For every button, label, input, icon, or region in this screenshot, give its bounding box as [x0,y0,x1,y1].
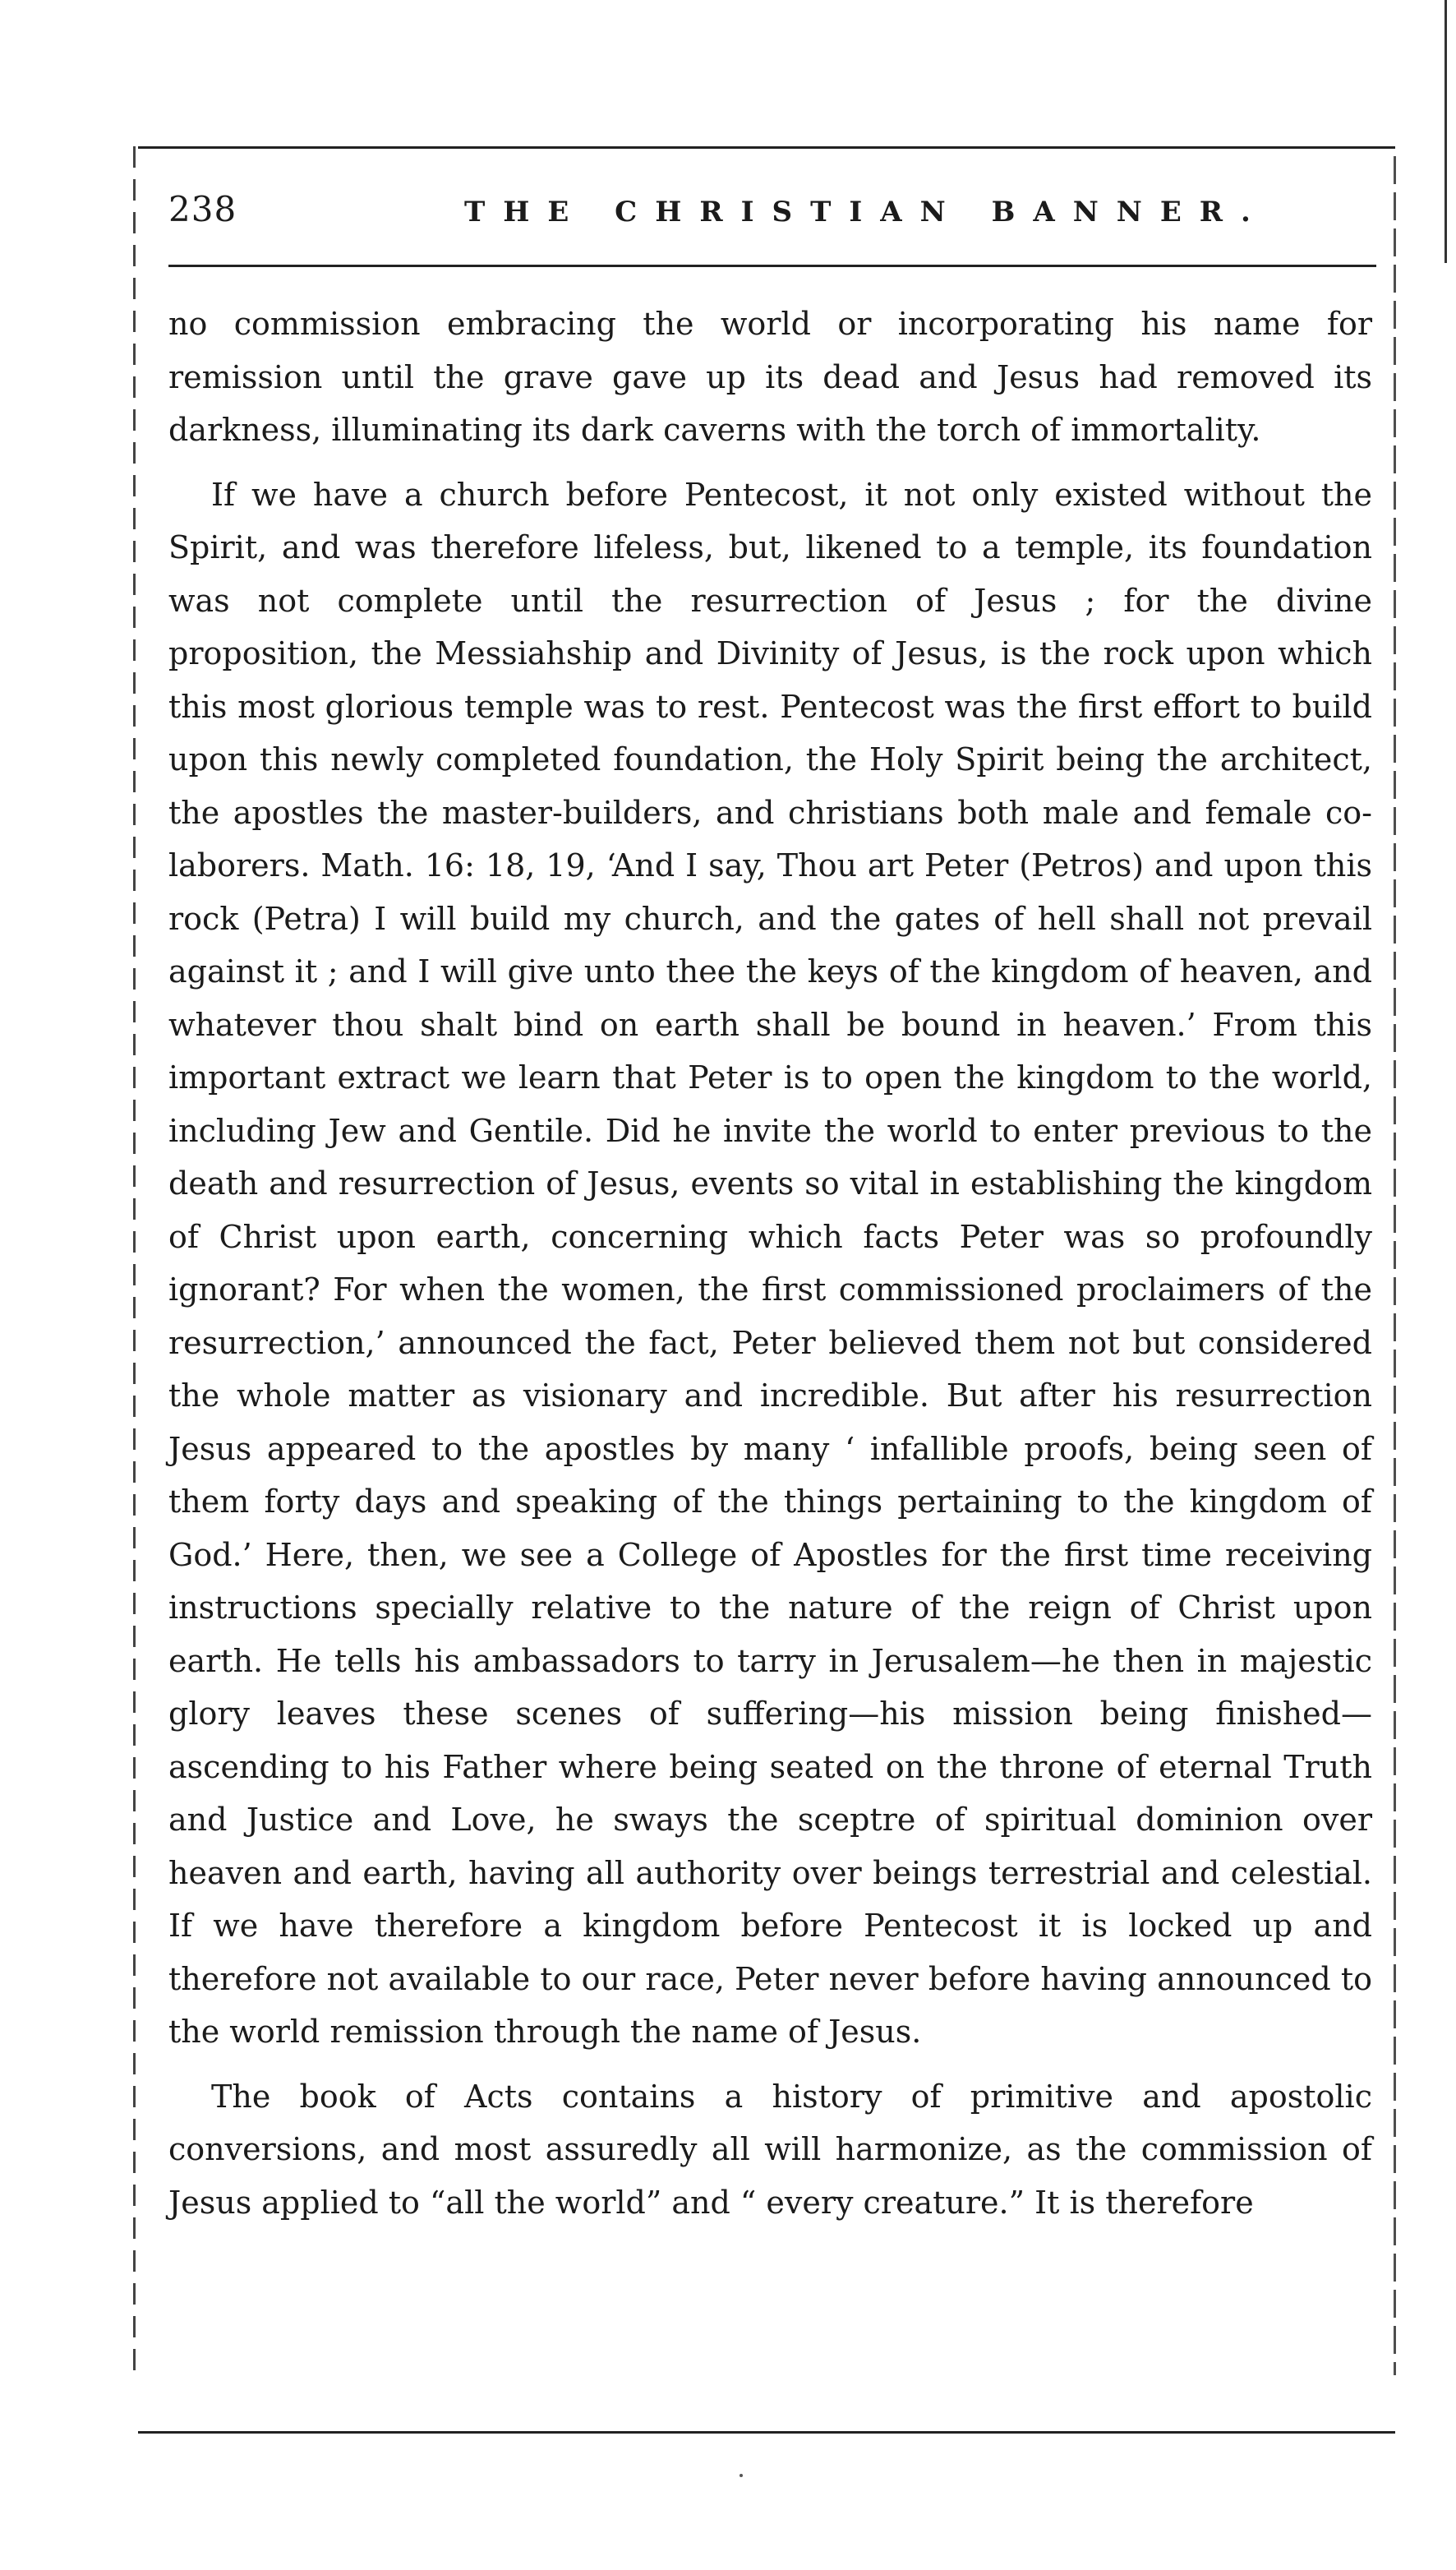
page-header [168,189,1376,238]
scan-edge-mark [1444,0,1447,263]
header-rule [168,265,1376,267]
top-border-rule [138,146,1395,149]
left-border-line [133,146,136,2382]
ink-speck [740,2474,743,2477]
bottom-border-rule [138,2431,1395,2434]
paragraph-church-before-pentecost: If we have a church before Pentecost, it not only existed without the Spirit, and was therefore lifeless, but, likened to a temple, its foundation was not complete until the resurrection of Jesus ; for the divine proposition, the Messiahship and Divinity of Jesus, is the rock upon which this most glorious temple was to rest. Pentecost was the first effort to build upon this newly completed foundation, the Holy Spirit being the architect, the apostles the master-builders, and christians both male and female co-laborers. Math. 16: 18, 19, ‘And I say, Thou art Peter (Petros) and upon this rock (Petra) I will build my church, and the gates of hell shall not prevail against it ; and I will give unto thee the keys of the kingdom of heaven, and whatever thou shalt bind on earth shall be bound in heaven.’ From this important extract we learn that Peter is to open the kingdom to the world, including Jew and Gentile. Did he invite the world to enter previous to the death and resurrection of Jesus, events so vital in establishing the kingdom of Christ upon earth, concerning which facts Peter was so profoundly ignorant? For when the women, the first commissioned proclaimers of the resurrection,’ announced the fact, Peter believed them not but considered the whole matter as visionary and incredible. But after his resurrection Jesus appeared to the apostles by many ‘ infallible proofs, being seen of them forty days and speaking of the things pertaining to the kingdom of God.’ Here, then, we see a College of Apostles for the first time receiving instructions specially relative to the nature of the reign of Christ upon earth. He tells his ambassadors to tarry in Jerusalem—he then in majestic glory leaves these scenes of suffering—his mission being finished—ascending to his Father where being seated on the throne of eternal Truth and Justice and Love, he sways the sceptre of spiritual dominion over heaven and earth, having all authority over beings terrestrial and celestial. If we have therefore a kingdom before Pentecost it is locked up and therefore not available to our race, Peter never before having announced to the world remission through the name of Jesus. [168,476,1372,2050]
right-border-line [1394,156,1396,2375]
page-number: 238 [168,189,237,229]
paragraph-continuation: no commission embracing the world or incorporating his name for remission until the grave gave up its dead and Jesus had removed its darkness, illuminating its dark caverns with the torch of immortality. [168,306,1372,448]
page-body [168,298,1372,2240]
paragraph-book-of-acts: The book of Acts contains a history of primitive and apostolic conversions, and most assuredly all will harmonize, as the commission of Jesus applied to “all the world” and “ every creature.” It is therefore [168,2078,1372,2221]
running-head: THE CHRISTIAN BANNER. [464,196,1269,228]
